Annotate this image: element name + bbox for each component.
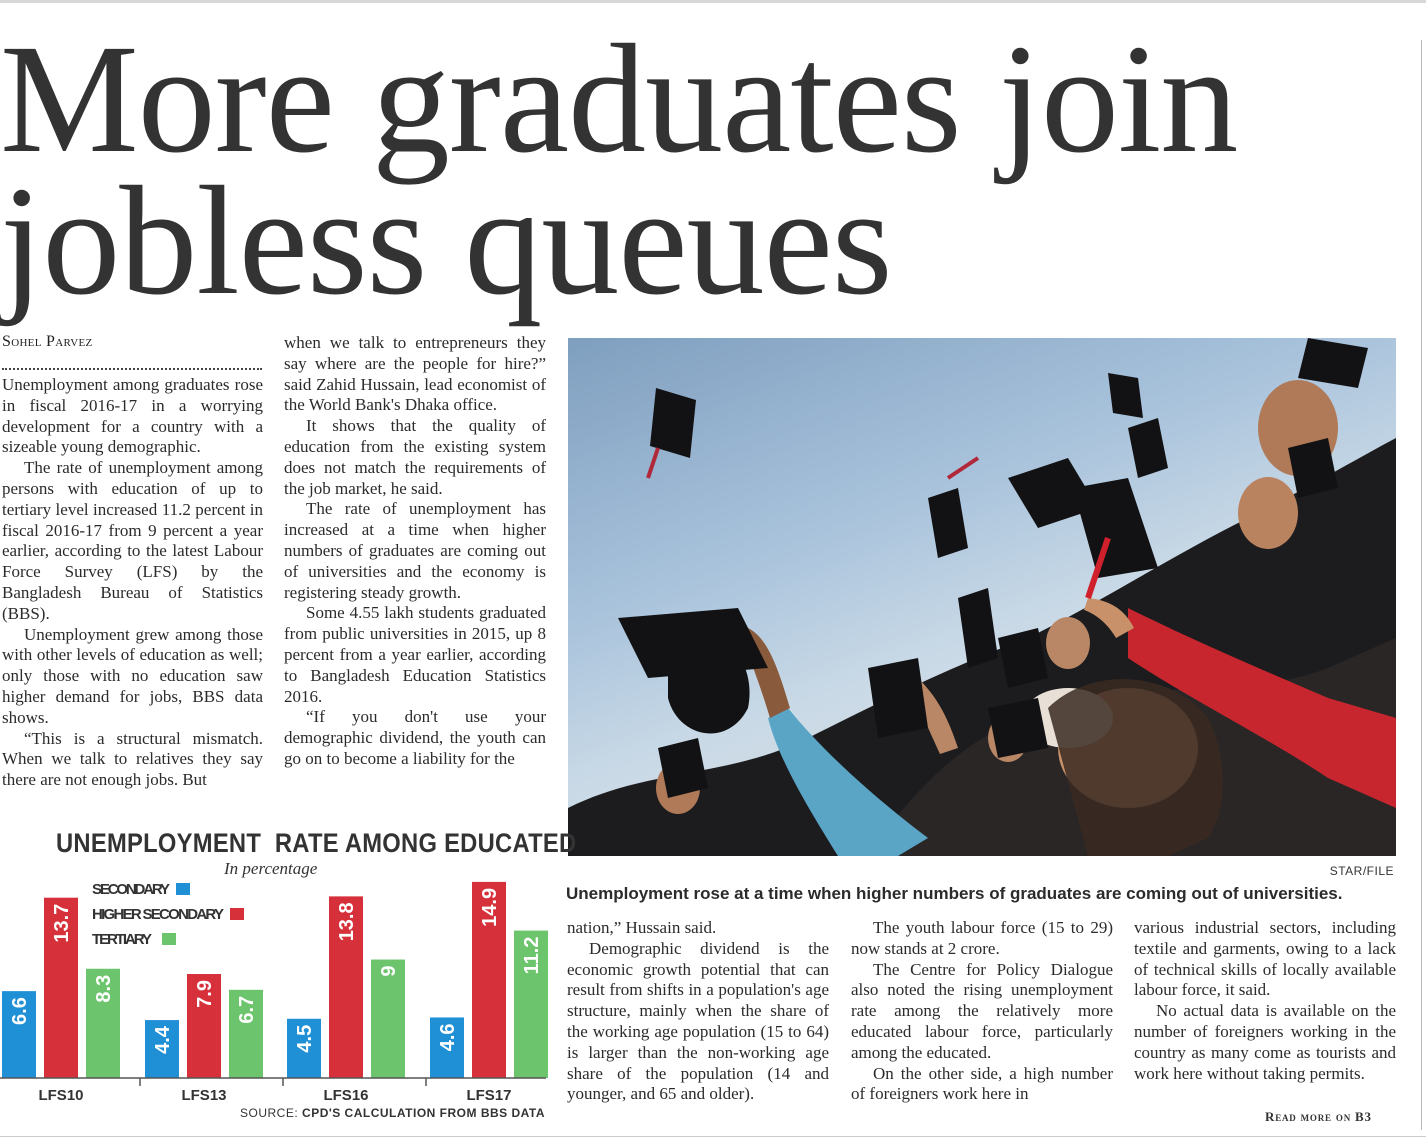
bottom-rule bbox=[0, 1136, 1426, 1137]
article-column-4 bbox=[851, 918, 1113, 1105]
chart-source-text: CPD'S CALCULATION FROM BBS DATA bbox=[302, 1106, 546, 1120]
paragraph: “This is a structural mismatch. When we talk to relatives they say there are not enough jobs. But bbox=[2, 728, 263, 790]
paragraph: The rate of unemployment among persons with education of up to tertiary level increased 11.2 percent in fiscal 2016-17 from 9 percent a year earlier, according to the latest Labour Force Survey (LFS) by the Bangladesh Bureau of Statistics (BBS). bbox=[2, 458, 263, 623]
bar-value-label: 4.4 bbox=[152, 1026, 174, 1054]
paragraph: Unemployment grew among those with other levels of education as well; only those with no education saw higher demand for jobs, BBS data shows. bbox=[2, 624, 263, 727]
bar-value-label: 13.7 bbox=[51, 903, 73, 943]
bar-value-label: 13.8 bbox=[336, 902, 358, 942]
top-rule bbox=[0, 0, 1426, 3]
headline: More graduates join jobless queues bbox=[0, 12, 1238, 327]
paragraph: It shows that the quality of education from the existing system does not match the requirements of the job market, he said. bbox=[284, 416, 546, 498]
legend-label: HIGHER SECONDARY bbox=[92, 906, 224, 923]
bar-value-label: 11.2 bbox=[521, 936, 543, 975]
bar-value-label: 7.9 bbox=[194, 980, 216, 1008]
paragraph: Some 4.55 lakh students graduated from public universities in 2015, up 8 percent from a year earlier, according to Bangladesh Education Statistics 2016. bbox=[284, 603, 546, 706]
bar-value-label: 9 bbox=[378, 965, 400, 977]
category-label: LFS17 bbox=[466, 1087, 512, 1104]
byline-divider bbox=[2, 368, 262, 370]
byline: Sohel Parvez bbox=[2, 333, 93, 350]
legend-swatch bbox=[230, 908, 244, 920]
chart-source bbox=[240, 1106, 545, 1120]
article-column-3 bbox=[567, 918, 829, 1105]
category-label: LFS16 bbox=[323, 1087, 369, 1104]
legend-swatch bbox=[162, 933, 176, 945]
chart-subtitle: In percentage bbox=[224, 859, 318, 878]
unemployment-bar-chart bbox=[0, 866, 550, 1106]
bar-value-label: 6.6 bbox=[9, 997, 31, 1025]
bar-value-label: 4.6 bbox=[437, 1023, 459, 1052]
paragraph: On the other side, a high number of foreigners work here in bbox=[851, 1063, 1113, 1104]
read-more-link[interactable]: Read more on B3 bbox=[1265, 1109, 1372, 1124]
bar-value-label: 8.3 bbox=[93, 974, 115, 1003]
bar-value-label: 6.7 bbox=[236, 995, 258, 1024]
photo-caption: Unemployment rose at a time when higher numbers of graduates are coming out of universities. bbox=[566, 884, 1343, 903]
paragraph: The Centre for Policy Dialogue also noted the rising unemployment rate among the relatively more educated labour force, particularly among the educated. bbox=[851, 959, 1113, 1062]
paragraph: when we talk to entrepreneurs they say where are the people for hire?” said Zahid Hussain, lead economist of the World Bank's Dhaka office. bbox=[284, 333, 546, 415]
category-label: LFS13 bbox=[181, 1087, 227, 1104]
paragraph: The youth labour force (15 to 29) now stands at 2 crore. bbox=[851, 918, 1113, 958]
paragraph: Unemployment among graduates rose in fiscal 2016-17 in a worrying development for a country with a sizeable young demographic. bbox=[2, 375, 263, 457]
article-column-1 bbox=[2, 375, 263, 791]
legend-label: SECONDARY bbox=[92, 881, 170, 898]
paragraph: The rate of unemployment has increased at a time when higher numbers of graduates are coming out of universities and the economy is registering steady growth. bbox=[284, 499, 546, 602]
photo-credit: STAR/FILE bbox=[1329, 864, 1394, 878]
chart-title: UNEMPLOYMENT RATE AMONG EDUCATED bbox=[56, 828, 577, 858]
graduates-throwing-caps-icon bbox=[568, 338, 1396, 856]
paragraph: various industrial sectors, including textile and garments, owing to a lack of technical skills of locally available labour force, it said. bbox=[1134, 918, 1396, 1000]
article-column-5 bbox=[1134, 918, 1396, 1084]
category-label: LFS10 bbox=[38, 1087, 84, 1104]
chart-source-label: SOURCE: bbox=[240, 1106, 299, 1120]
paragraph: “If you don't use your demographic dividend, the youth can go on to become a liability for the bbox=[284, 707, 546, 768]
bar-value-label: 14.9 bbox=[479, 887, 501, 927]
legend-swatch bbox=[176, 883, 190, 895]
paragraph: nation,” Hussain said. bbox=[567, 918, 717, 937]
legend-label: TERTIARY bbox=[92, 931, 152, 948]
paragraph: No actual data is available on the number of foreigners working in the country as many come as tourists and work here without taking permits. bbox=[1134, 1001, 1396, 1083]
graduates-photo bbox=[568, 338, 1396, 856]
article-column-2 bbox=[284, 333, 546, 770]
paragraph: Demographic dividend is the economic growth potential that can result from shifts in a population's age structure, mainly when the share of the working age population (15 to 64) is larger than the non-working age share of the population (14 and younger, and 65 and older). bbox=[567, 938, 829, 1104]
right-rule bbox=[1421, 40, 1422, 1130]
bar-value-label: 4.5 bbox=[294, 1024, 316, 1053]
